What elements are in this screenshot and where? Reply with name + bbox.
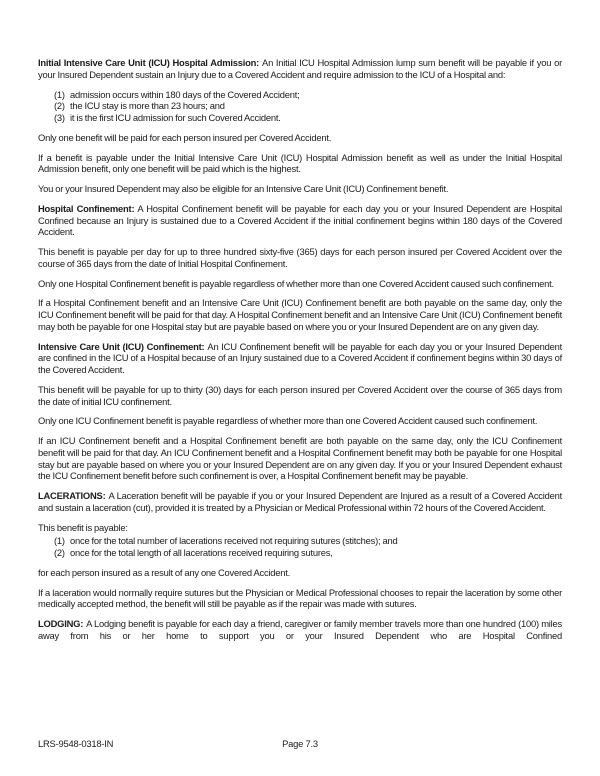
paragraph-lacerations xyxy=(38,490,562,514)
form-number: LRS-9548-0318-IN xyxy=(38,738,114,749)
section-heading-icu-confinement: Intensive Care Unit (ICU) Confinement: xyxy=(38,340,205,352)
document-body xyxy=(38,57,562,650)
paragraph-hospital-vs-icu-same-day: If a Hospital Confinement benefit and an Intensive Care Unit (ICU) Confinement benefit are both payable on the same day, only the ICU Confinement benefit will be paid for that day. A Hospital Confinement benefit and an Intensive Care Unit (ICU) Confinement benefit may both be payable for one Hospital stay but are payable based on where you or your Insured Dependent are on any given day. xyxy=(38,297,562,332)
paragraph-hospital-confinement xyxy=(38,203,562,238)
numbered-list-laceration-conditions xyxy=(38,535,562,559)
paragraph-text: A Hospital Confinement benefit will be payable for each day you or your Insured Dependent are Hospital Confined because an Injury is sustained due to a Covered Accident if the initial confinement begins within 180 days of the Covered Accident. xyxy=(38,202,562,238)
section-heading-lodging: LODGING: xyxy=(38,618,84,629)
list-item xyxy=(54,89,562,101)
paragraph-icu-confinement xyxy=(38,341,562,376)
list-item xyxy=(54,547,562,559)
section-heading-lacerations: LACERATIONS: xyxy=(38,490,106,501)
list-item-marker: (3) xyxy=(54,112,65,123)
paragraph-payable-30-days: This benefit will be payable for up to thirty (30) days for each person insured per Covered Accident over the course of 365 days from the date of initial ICU confinement. xyxy=(38,383,562,407)
paragraph-benefit-payable-intro: This benefit is payable: xyxy=(38,521,128,533)
list-item-text: once for the total length of all lacerations received requiring sutures, xyxy=(70,547,333,558)
paragraph-highest-benefit-paid: If a benefit is payable under the Initial Intensive Care Unit (ICU) Hospital Admission benefit as well as under the Initial Hospital Admission benefit, only one benefit will be paid which is the highest. xyxy=(38,151,562,175)
paragraph-text: An ICU Confinement benefit will be payable for each day you or your Insured Dependent are confined in the ICU of a Hospital because of an Injury sustained due to a Covered Accident if confinement begins within 30 days of the Covered Accident. xyxy=(38,340,562,375)
page-footer xyxy=(0,738,600,752)
paragraph-initial-icu-hospital-admission xyxy=(38,57,562,81)
paragraph-only-one-hospital-confinement: Only one Hospital Confinement benefit is payable regardless of whether more than one Covered Accident caused such confinement. xyxy=(38,277,554,289)
paragraph-icu-vs-hospital-same-day: If an ICU Confinement benefit and a Hospital Confinement benefit are both payable on the same day, only the ICU Confinement benefit will be paid for that day. An ICU Confinement benefit and a Hospital Confinement benefit may both be payable for one Hospital stay but are payable based on where you or your Insured Dependent are on any given day. If you or your Insured Dependent exhaust the ICU Confinement benefit before such confinement is over, a Hospital Confinement benefit may be payable. xyxy=(38,435,562,482)
list-item-text: once for the total number of lacerations received not requiring sutures (stitches); and xyxy=(70,535,398,547)
paragraph-lodging xyxy=(38,618,562,642)
list-item-text: admission occurs within 180 days of the Covered Accident; xyxy=(70,88,300,100)
section-heading-initial-icu-hospital-admission: Initial Intensive Care Unit (ICU) Hospital Admission: xyxy=(38,57,260,68)
section-heading-hospital-confinement: Hospital Confinement: xyxy=(38,202,135,214)
list-item-marker: (1) xyxy=(54,535,65,547)
page-number: Page 7.3 xyxy=(282,738,318,749)
paragraph-sutures-alternative-method: If a laceration would normally require sutures but the Physician or Medical Professional chooses to repair the laceration by some other medically accepted method, the benefit will still be payable as if the repair was made with sutures. xyxy=(38,586,562,610)
list-item xyxy=(54,535,562,547)
numbered-list-icu-admission-conditions xyxy=(38,89,562,124)
paragraph-also-eligible-icu-confinement: You or your Insured Dependent may also be eligible for an Intensive Care Unit (ICU) Confinement benefit. xyxy=(38,183,449,194)
list-item-marker: (2) xyxy=(54,100,65,112)
paragraph-each-person-insured: for each person insured as a result of any one Covered Accident. xyxy=(38,566,291,578)
paragraph-text: An Initial ICU Hospital Admission lump sum benefit will be payable if you or your Insured Dependent sustain an Injury due to a Covered Accident and require admission to the ICU of a Hospital and: xyxy=(38,57,562,80)
list-item xyxy=(54,100,562,112)
paragraph-text: A Laceration benefit will be payable if you or your Insured Dependent are Injured as a result of a Covered Accident and sustain a laceration (cut), provided it is treated by a Physician or Medical Professional within 72 hours of the Covered Accident. xyxy=(38,490,562,513)
list-item-text: it is the first ICU admission for such Covered Accident. xyxy=(70,112,281,123)
list-item-marker: (2) xyxy=(54,547,65,558)
list-item-marker: (1) xyxy=(54,88,65,100)
paragraph-one-benefit-per-accident: Only one benefit will be paid for each person insured per Covered Accident. xyxy=(38,131,332,143)
paragraph-text: A Lodging benefit is payable for each day a friend, caregiver or family member travels more than one hundred (100) miles away from his or her home to support you or your Insured Dependent who are Hospital Confined xyxy=(38,618,562,641)
list-item xyxy=(54,112,562,124)
paragraph-payable-365-days: This benefit is payable per day for up to three hundred sixty-five (365) days for each person insured per Covered Accident over the course of 365 days from the date of Initial Hospital Confinement. xyxy=(38,246,562,269)
list-item-text: the ICU stay is more than 23 hours; and xyxy=(70,100,225,112)
paragraph-only-one-icu-confinement: Only one ICU Confinement benefit is payable regardless of whether more than one Covered Accident caused such confinement. xyxy=(38,415,538,427)
